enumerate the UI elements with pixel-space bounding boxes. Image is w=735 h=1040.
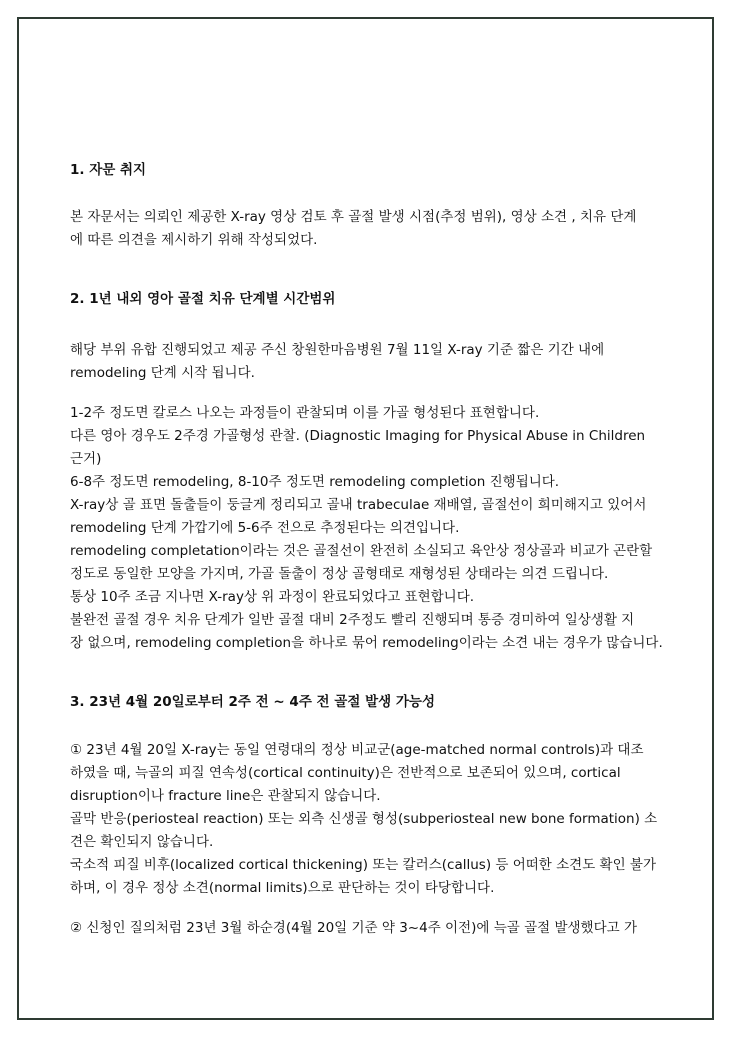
text-line: X-ray상 골 표면 돌출들이 둥글게 정리되고 골내 trabeculae 재배열, 골절선이 희미해지고 있어서 [70, 497, 647, 513]
text-line: 해당 부위 유합 진행되었고 제공 주신 창원한마음병원 7월 11일 X-ray 기준 짧은 기간 내에 [70, 342, 605, 358]
text-line: 정도로 동일한 모양을 가지며, 가골 돌출이 정상 골형태로 재형성된 상태라는 의견 드립니다. [70, 566, 609, 582]
text-line: 6-8주 정도면 remodeling, 8-10주 정도면 remodeling completion 진행됩니다. [70, 474, 560, 490]
text-line: 본 자문서는 의뢰인 제공한 X-ray 영상 검토 후 골절 발생 시점(추정 범위), 영상 소견 , 치유 단계 [70, 209, 637, 225]
section-2-details [70, 402, 668, 655]
text-line: 다른 영아 경우도 2주경 가골형성 관찰. (Diagnostic Imaging for Physical Abuse in Children [70, 428, 646, 444]
section-3-item-2 [70, 917, 668, 940]
text-line: 국소적 피질 비후(localized cortical thickening) 또는 칼러스(callus) 등 어떠한 소견도 확인 불가 [70, 857, 656, 873]
document-body [70, 160, 668, 940]
text-line: 불완전 골절 경우 치유 단계가 일반 골절 대비 2주정도 빨리 진행되며 통증 경미하여 일상생활 지 [70, 612, 635, 628]
text-line: 1-2주 정도면 칼로스 나오는 과정들이 관찰되며 이를 가골 형성된다 표현합니다. [70, 405, 540, 421]
text-line: remodeling 단계 시작 됩니다. [70, 365, 255, 381]
text-line: 근거) [70, 451, 102, 467]
text-line: remodeling 단계 가깝기에 5-6주 전으로 추정된다는 의견입니다. [70, 520, 460, 536]
text-line: 하였을 때, 늑골의 피질 연속성(cortical continuity)은 전반적으로 보존되어 있으며, cortical [70, 765, 621, 781]
text-line: ② 신청인 질의처럼 23년 3월 하순경(4월 20일 기준 약 3~4주 이전)에 늑골 골절 발생했다고 가 [70, 920, 638, 936]
section-2-heading: 2. 1년 내외 영아 골절 치유 단계별 시간범위 [70, 291, 336, 307]
section-3-item-1 [70, 739, 668, 900]
text-line: 하며, 이 경우 정상 소견(normal limits)으로 판단하는 것이 타당합니다. [70, 880, 495, 896]
section-1-heading: 1. 자문 취지 [70, 162, 147, 178]
section-2-intro [70, 339, 668, 385]
section-3-heading: 3. 23년 4월 20일로부터 2주 전 ~ 4주 전 골절 발생 가능성 [70, 694, 435, 710]
text-line: 골막 반응(periosteal reaction) 또는 외측 신생골 형성(subperiosteal new bone formation) 소 [70, 811, 658, 827]
text-line: 에 따른 의견을 제시하기 위해 작성되었다. [70, 232, 318, 248]
text-line: 견은 확인되지 않습니다. [70, 834, 214, 850]
section-1-paragraph [70, 206, 668, 252]
text-line: disruption이나 fracture line은 관찰되지 않습니다. [70, 788, 381, 804]
text-line: 장 없으며, remodeling completion을 하나로 묶어 remodeling이라는 소견 내는 경우가 많습니다. [70, 635, 663, 651]
text-line: remodeling completation이라는 것은 골절선이 완전히 소실되고 육안상 정상골과 비교가 곤란할 [70, 543, 653, 559]
text-line: 통상 10주 조금 지나면 X-ray상 위 과정이 완료되었다고 표현합니다. [70, 589, 475, 605]
text-line: ① 23년 4월 20일 X-ray는 동일 연령대의 정상 비교군(age-matched normal controls)과 대조 [70, 742, 644, 758]
